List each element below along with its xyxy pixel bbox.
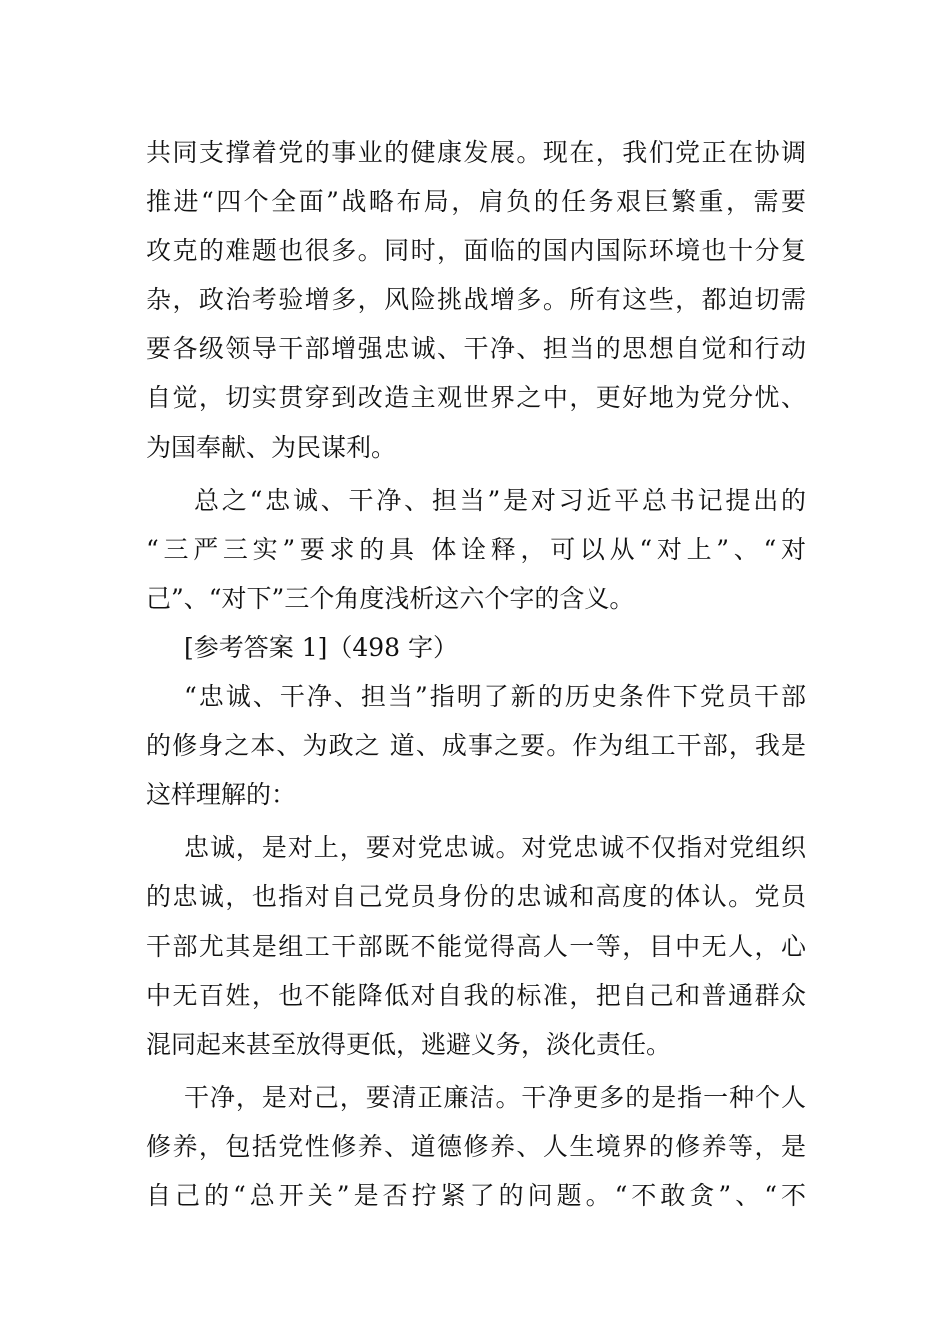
text-line: 杂，政治考验增多，风险挑战增多。所有这些，都迫切需 <box>146 285 806 315</box>
text-line: 总之“忠诚、干净、担当”是对习近平总书记提出的 <box>194 485 806 515</box>
text-line: 混同起来甚至放得更低，逃避义务，淡化责任。 <box>146 1029 672 1059</box>
text-line: 自觉，切实贯穿到改造主观世界之中，更好地为党分忧、 <box>146 383 806 413</box>
paragraph-2 <box>146 476 806 623</box>
text-line: “忠诚、干净、担当”指明了新的历史条件下党员干部 <box>184 682 806 712</box>
text-line: 推进“四个全面”战略布局，肩负的任务艰巨繁重，需要 <box>146 187 806 217</box>
text-line: 中无百姓，也不能降低对自我的标准，把自己和普通群众 <box>146 980 806 1010</box>
paragraph-1 <box>146 128 806 472</box>
text-line: 攻克的难题也很多。同时，面临的国内国际环境也十分复 <box>146 236 806 266</box>
text-line: 为国奉献、为民谋利。 <box>146 432 397 462</box>
paragraph-3 <box>146 623 806 672</box>
text-line: 忠诚，是对上，要对党忠诚。对党忠诚不仅指对党组织 <box>184 833 806 863</box>
text-line: 干净，是对己，要清正廉洁。干净更多的是指一种个人 <box>184 1082 806 1112</box>
text-line: 干部尤其是组工干部既不能觉得高人一等，目中无人，心 <box>146 931 806 961</box>
text-line: 的修身之本、为政之 道、成事之要。作为组工干部，我是 <box>146 731 806 761</box>
document-body <box>146 128 806 1220</box>
text-line: 这样理解的： <box>146 780 297 810</box>
answer-heading: [参考答案 1]（498 字） <box>184 632 459 662</box>
text-line: 修养，包括党性修养、道德修养、人生境界的修养等，是 <box>146 1131 806 1161</box>
paragraph-6 <box>146 1073 806 1220</box>
text-line: 自己的“总开关”是否拧紧了的问题。“不敢贪”、“不 <box>146 1180 806 1210</box>
paragraph-5 <box>146 823 806 1068</box>
text-line: 的忠诚，也指对自己党员身份的忠诚和高度的体认。党员 <box>146 882 806 912</box>
text-line: 己”、“对下”三个角度浅析这六个字的含义。 <box>146 583 635 613</box>
text-line: 要各级领导干部增强忠诚、干净、担当的思想自觉和行动 <box>146 334 806 364</box>
text-line: “三严三实”要求的具 体诠释，可以从“对上”、“对 <box>146 534 806 564</box>
text-line: 共同支撑着党的事业的健康发展。现在，我们党正在协调 <box>146 138 806 167</box>
paragraph-4 <box>146 672 806 819</box>
